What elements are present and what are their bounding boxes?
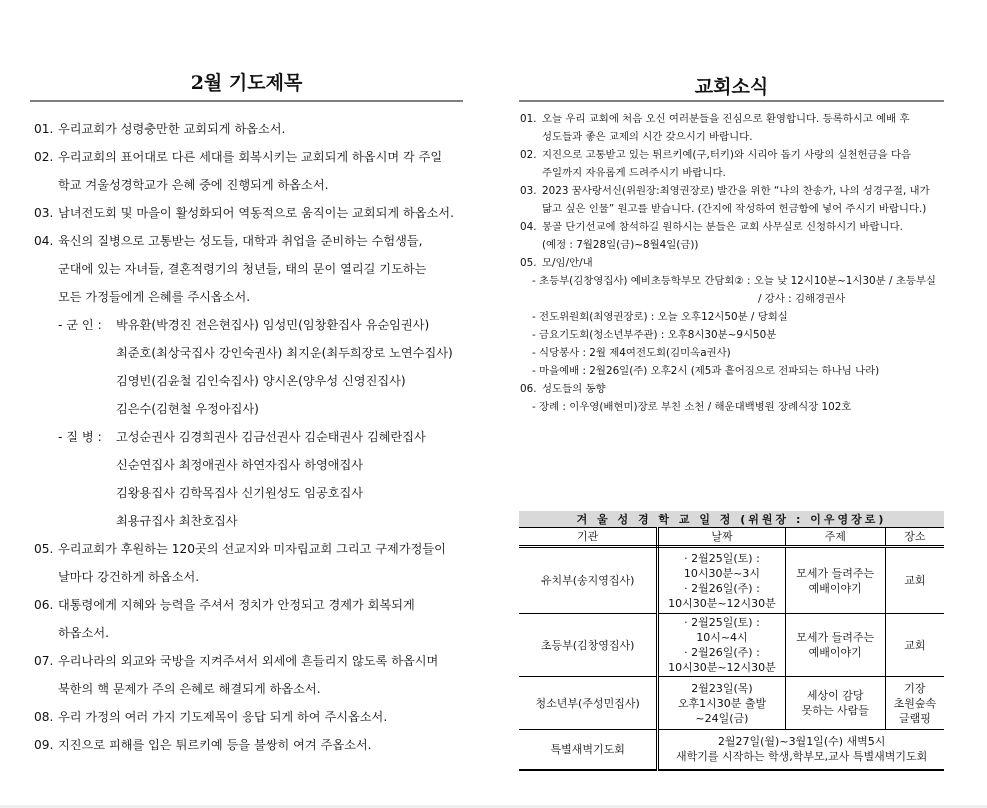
news-item-05: 05. 모/임/안/내 — [520, 257, 593, 269]
news-item-01-cont: 성도들과 좋은 교제의 시간 갖으시기 바랍니다. — [542, 131, 753, 143]
meeting-item: - 금요기도회(청소년부주관) : 오후8시30분~9시50분 — [532, 329, 777, 341]
news-title: 교회소식 — [694, 76, 769, 98]
column-header-dept: 기관 — [519, 528, 658, 547]
prayer-list — [34, 118, 474, 762]
table-row — [519, 677, 944, 730]
place-cell: 교회 — [885, 614, 944, 677]
soldiers-line: 김은수(김현철 우정아집사) — [116, 402, 259, 416]
prayer-item-09: 09. 지진으로 피해를 입은 튀르키예 등을 불쌍히 여겨 주옵소서. — [34, 738, 372, 752]
dept-cell: 초등부(김창영집사) — [519, 614, 658, 677]
date-cell: · 2월25일(토) : 10시~4시 · 2월26일(주) : 10시30분~12시30분 — [658, 614, 785, 677]
news-item-01: 01. 오늘 우리 교회에 처음 오신 여러분들을 진심으로 환영합니다. 등록하시고 예배 후 — [520, 113, 910, 125]
table-row — [519, 547, 944, 614]
soldiers-line: 김영빈(김윤철 김인숙집사) 양시온(양우성 신영진집사) — [116, 374, 406, 388]
prayer-item-04: 04. 육신의 질병으로 고통받는 성도들, 대학과 취업을 준비하는 수험생들, — [34, 234, 423, 248]
sick-list: - 질 병 : 고성순권사 김경희권사 김금선권사 김순태권사 김혜란집사 — [58, 430, 426, 444]
prayer-item-02-cont: 학교 겨울성경학교가 은혜 중에 진행되게 하옵소서. — [58, 178, 329, 192]
special-info-cell: 2월27일(월)~3월1일(수) 새벽5시 새학기를 시작하는 학생,학부모,교사 특별새벽기도회 — [658, 730, 944, 770]
theme-cell: 모세가 들려주는 예배이야기 — [785, 547, 885, 614]
prayer-item-07: 07. 우리나라의 외교와 국방을 지켜주셔서 외세에 흔들리지 않도록 하옵시며 — [34, 654, 439, 668]
prayer-item-01: 01. 우리교회가 성령충만한 교회되게 하옵소서. — [34, 122, 286, 136]
column-header-place: 장소 — [885, 528, 944, 547]
winter-bible-school-table — [519, 511, 944, 771]
date-cell: 2월23일(목) 오후1시30분 출발 ~24일(금) — [658, 677, 785, 730]
date-cell: · 2월25일(토) : 10시30분~3시 · 2월26일(주) : 10시30분~12시30분 — [658, 547, 785, 614]
prayer-item-06: 06. 대통령에게 지혜와 능력을 주셔서 정치가 안정되고 경제가 회복되게 — [34, 598, 415, 612]
meeting-item: - 마을예배 : 2월26일(주) 오후2시 (제5과 흩어짐으로 전파되는 하나님 나라) — [532, 365, 880, 377]
soldiers-line: 최준호(최상국집사 강인숙권사) 최지운(최두희장로 노연수집사) — [116, 346, 453, 360]
member-news-item: - 장례 : 이우영(배현미)장로 부친 소천 / 해운대백병원 장례식장 102호 — [532, 401, 852, 413]
prayer-title: 2월 기도제목 — [190, 72, 303, 94]
news-list — [520, 110, 960, 416]
column-header-date: 날짜 — [658, 528, 785, 547]
meeting-item: - 전도위원회(최영권장로) : 오늘 오후12시50분 / 당회실 — [532, 311, 788, 323]
sick-line: 김왕용집사 김학목집사 신기원성도 임공호집사 — [116, 486, 364, 500]
news-item-02: 02. 지진으로 고통받고 있는 튀르키예(구,터키)와 시리아 돕기 사랑의 실천헌금을 다음 — [520, 149, 912, 161]
table-header-row — [519, 528, 944, 547]
dept-cell: 특별새벽기도회 — [519, 730, 658, 770]
news-title-divider — [519, 100, 944, 102]
prayer-item-03: 03. 남녀전도회 및 마을이 활성화되어 역동적으로 움직이는 교회되게 하옵소서. — [34, 206, 454, 220]
table-row — [519, 614, 944, 677]
column-header-theme: 주제 — [785, 528, 885, 547]
prayer-item-02: 02. 우리교회의 표어대로 다른 세대를 회복시키는 교회되게 하옵시며 각 주일 — [34, 150, 443, 164]
table-row-special — [519, 730, 944, 770]
news-item-04: 04. 몽골 단기선교에 참석하길 원하시는 분들은 교회 사무실로 신청하시기 바랍니다. — [520, 221, 903, 233]
prayer-item-07-cont: 북한의 핵 문제가 주의 은혜로 해결되게 하옵소서. — [58, 682, 321, 696]
dept-cell: 유치부(송지영집사) — [519, 547, 658, 614]
prayer-item-08: 08. 우리 가정의 여러 가지 기도제목이 응답 되게 하여 주시옵소서. — [34, 710, 388, 724]
prayer-title-divider — [30, 100, 463, 102]
meeting-item: - 초등부(김창영집사) 예비초등학부모 간담회② : 오늘 낮 12시10분~1시30분 / 초등부실 — [532, 275, 936, 287]
theme-cell: 모세가 들려주는 예배이야기 — [785, 614, 885, 677]
sick-line: 최용규집사 최찬호집사 — [116, 514, 238, 528]
place-cell: 교회 — [885, 547, 944, 614]
prayer-item-04-cont: 모든 가정들에게 은혜를 주시옵소서. — [58, 290, 251, 304]
meeting-item-cont: / 강사 : 김해경권사 — [758, 293, 846, 305]
table-caption: 겨 울 성 경 학 교 일 정 (위원장 : 이우영장로) — [519, 511, 944, 528]
place-cell: 기장 초원숲속 글램핑 — [885, 677, 944, 730]
prayer-item-05-cont: 날마다 강건하게 하옵소서. — [58, 570, 200, 584]
soldiers-list: - 군 인 : 박유환(박경진 전은현집사) 임성민(임창환집사 유순임권사) — [58, 318, 430, 332]
meeting-item: - 식당봉사 : 2월 제4여전도회(김미옥a권사) — [532, 347, 731, 359]
dept-cell: 청소년부(주성민집사) — [519, 677, 658, 730]
prayer-item-04-cont: 군대에 있는 자녀들, 결혼적령기의 청년들, 태의 문이 열리길 기도하는 — [58, 262, 427, 276]
news-item-04-cont: (예정 : 7월28일(금)~8월4일(금)) — [542, 239, 699, 251]
prayer-item-05: 05. 우리교회가 후원하는 120곳의 선교지와 미자립교회 그리고 구제가정들이 — [34, 542, 446, 556]
news-item-06: 06. 성도들의 동향 — [520, 383, 606, 395]
theme-cell: 세상이 감당 못하는 사람들 — [785, 677, 885, 730]
sick-line: 신순연집사 최정애권사 하연자집사 하영애집사 — [116, 458, 364, 472]
prayer-item-06-cont: 하옵소서. — [58, 626, 109, 640]
news-item-02-cont: 주일까지 자유롭게 드려주시기 바랍니다. — [542, 167, 726, 179]
news-item-03: 03. 2023 꿈사랑서신(위원장:최영권장로) 발간을 위한 “나의 찬송가, 나의 성경구절, 내가 — [520, 185, 930, 197]
news-item-03-cont: 닮고 싶은 인물” 원고를 받습니다. (간지에 작성하여 헌금함에 넣어 주시기 바랍니다.) — [542, 203, 927, 215]
